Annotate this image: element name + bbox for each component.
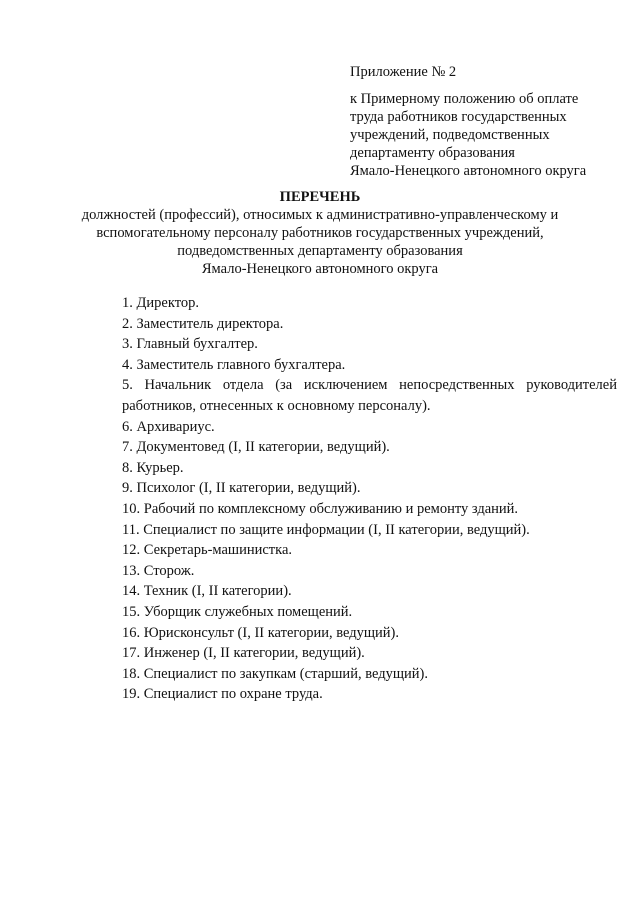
list-item: 13. Сторож. bbox=[122, 562, 195, 579]
list-item: 7. Документовед (I, II категории, ведущий). bbox=[122, 439, 390, 456]
list-item: 5. Начальник отдела (за исключением непосредственных руководителей работников, отнесенных к основному персоналу). bbox=[122, 377, 617, 414]
list-item: 18. Специалист по закупкам (старший, ведущий). bbox=[122, 665, 428, 682]
list-item: 3. Главный бухгалтер. bbox=[122, 336, 258, 353]
positions-list bbox=[85, 293, 617, 705]
list-item: 11. Специалист по защите информации (I, II категории, ведущий). bbox=[122, 521, 530, 538]
list-item: 12. Секретарь-машинистка. bbox=[122, 542, 293, 559]
appendix-block bbox=[350, 63, 620, 180]
list-item: 1. Директор. bbox=[122, 295, 199, 311]
appendix-line: департаменту образования bbox=[350, 145, 515, 161]
appendix-number: Приложение № 2 bbox=[350, 64, 457, 80]
list-item: 16. Юрисконсульт (I, II категории, ведущий). bbox=[122, 624, 400, 641]
list-item: 15. Уборщик служебных помещений. bbox=[122, 603, 353, 620]
list-item: 10. Рабочий по комплексному обслуживанию и ремонту зданий. bbox=[122, 500, 519, 517]
list-item: 9. Психолог (I, II категории, ведущий). bbox=[122, 480, 361, 497]
appendix-line: к Примерному положению об оплате bbox=[350, 91, 579, 107]
appendix-line: труда работников государственных bbox=[350, 109, 567, 125]
appendix-line: Ямало-Ненецкого автономного округа bbox=[350, 163, 587, 179]
list-item: 6. Архивариус. bbox=[122, 418, 215, 435]
list-item: 4. Заместитель главного бухгалтера. bbox=[122, 356, 346, 373]
title-line: должностей (профессий), относимых к административно-управленческому и bbox=[81, 207, 559, 223]
title-line: подведомственных департаменту образования bbox=[177, 243, 463, 259]
title-heading: ПЕРЕЧЕНЬ bbox=[279, 189, 361, 205]
list-item: 2. Заместитель директора. bbox=[122, 315, 284, 332]
title-line: вспомогательному персоналу работников государственных учреждений, bbox=[96, 225, 544, 241]
list-item: 17. Инженер (I, II категории, ведущий). bbox=[122, 645, 365, 662]
list-item: 8. Курьер. bbox=[122, 459, 184, 476]
list-item: 14. Техник (I, II категории). bbox=[122, 583, 292, 600]
appendix-line: учреждений, подведомственных bbox=[350, 127, 550, 143]
document-title bbox=[60, 188, 580, 278]
list-item: 19. Специалист по охране труда. bbox=[122, 686, 323, 703]
title-line: Ямало-Ненецкого автономного округа bbox=[201, 261, 439, 277]
